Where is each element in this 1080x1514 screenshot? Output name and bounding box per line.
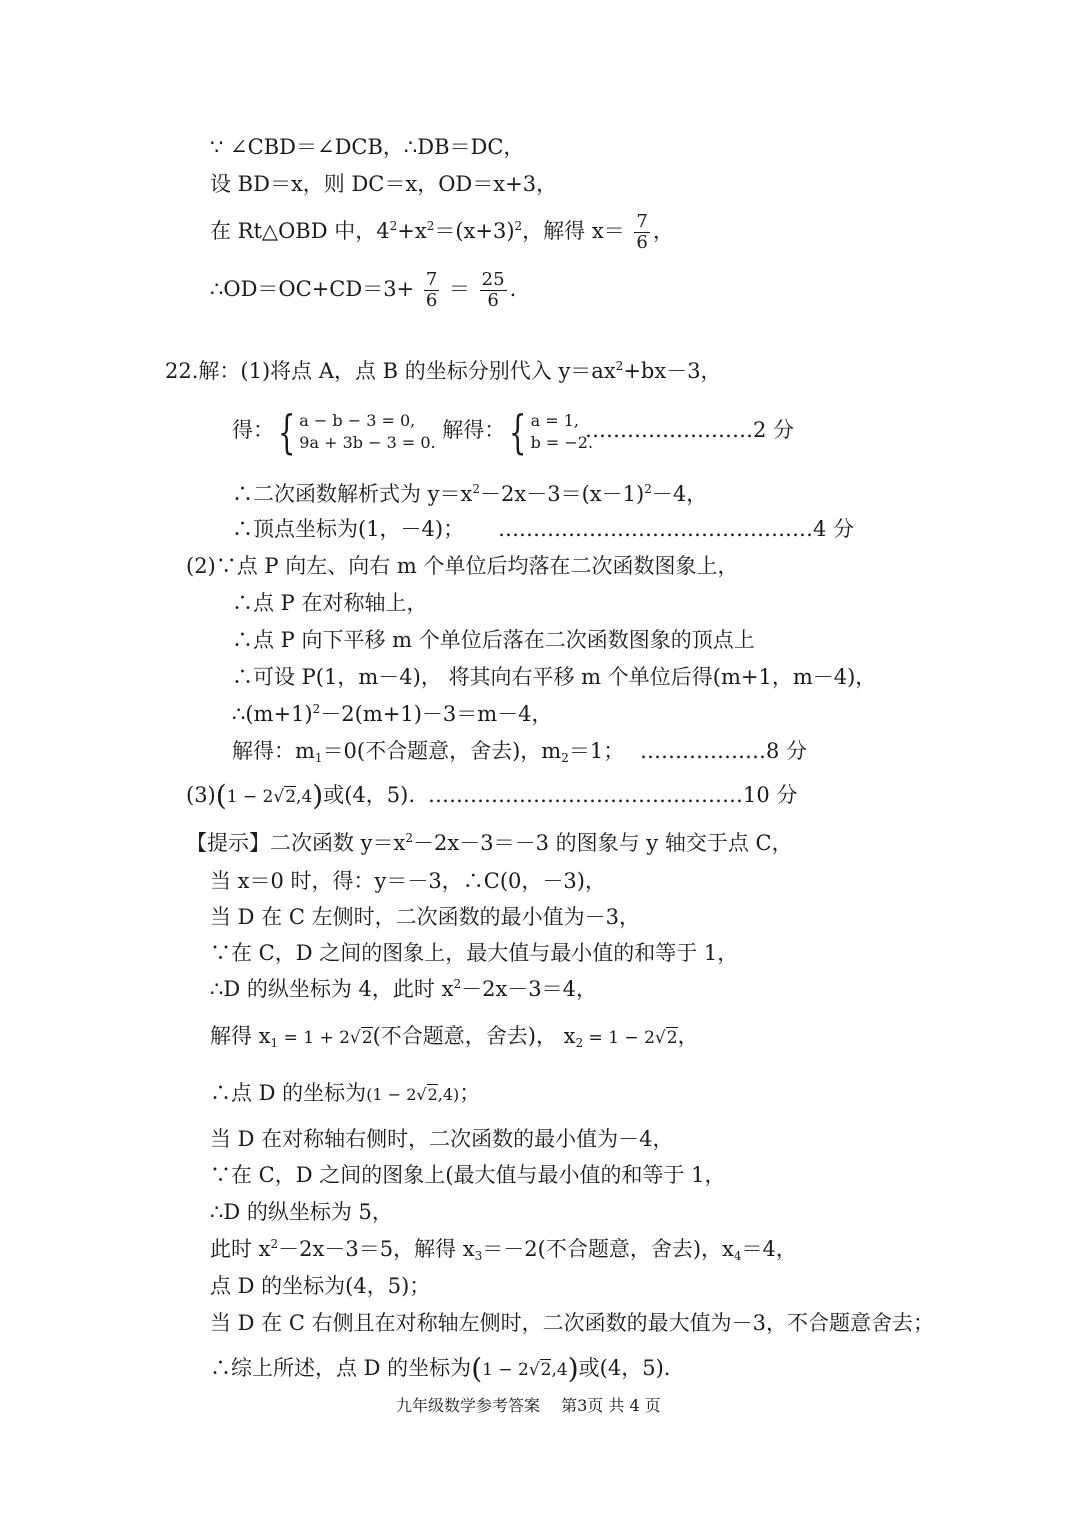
text-line: 当 D 在 C 左侧时，二次函数的最小值为－3， <box>210 905 640 929</box>
score-mark: ……………………2 分 <box>585 418 795 442</box>
text-line: 当 D 在对称轴右侧时，二次函数的最小值为－4， <box>210 1127 674 1151</box>
text-line: 当 D 在 C 右侧且在对称轴左侧时，二次函数的最大值为－3，不合题意舍去； <box>210 1311 934 1335</box>
text-line: 在 Rt△OBD 中，$4^2+x^2=(x+3)^2$，解得 x＝ $\frac{7}{6}$ ， <box>210 211 674 253</box>
text-line: 当 x＝0 时，得：y＝－3，∴C(0，－3)， <box>210 869 606 893</box>
fraction: $\frac{7}{6}$ <box>636 211 648 253</box>
text-line: ∴顶点坐标为(1，－4)； <box>232 517 465 541</box>
fraction: $\frac{25}{6}$ <box>481 269 505 311</box>
text-line: ∴D 的纵坐标为 5， <box>210 1200 393 1224</box>
equation-system-line: 得：{ a − b − 3 = 0, 9a + 3b − 3 = 0. 解得：{ a = 1, b = −2. <box>232 404 594 459</box>
text-line: 点 D 的坐标为(4，5)； <box>210 1274 431 1298</box>
text-line: ∴可设 P(1，m－4)， 将其向右平移 m 个单位后得(m+1，m－4)， <box>232 665 877 689</box>
text-line: ∵在 C，D 之间的图象上，最大值与最小值的和等于 1， <box>210 941 739 965</box>
fraction: $\frac{7}{6}$ <box>425 269 438 311</box>
equation-system: a = 1, b = −2. <box>530 410 594 452</box>
text-line: (3)(1 − 2√2,4)或(4，5). <box>186 779 416 812</box>
text-line: ∵ ∠CBD＝∠DCB，∴DB＝DC， <box>210 135 525 159</box>
equation-system: a − b − 3 = 0, 9a + 3b − 3 = 0. <box>299 410 436 452</box>
question-heading: 22.解：(1)将点 A，点 B 的坐标分别代入 $y=ax^2+bx-3$， <box>165 359 722 383</box>
text-line: ∴点 D 的坐标为(1 − 2√2,4)； <box>210 1081 481 1105</box>
text-line: 设 BD＝x，则 DC＝x，OD＝x+3， <box>210 172 558 196</box>
text-line: ∴点 P 在对称轴上， <box>232 591 428 615</box>
page-footer: 九年级数学参考答案 第3页 共 4 页 <box>396 1396 661 1415</box>
text-line: ∴D 的纵坐标为 4，此时 $x^2-2x-3=4$， <box>210 977 598 1001</box>
text-line: ∴二次函数解析式为 $y=x^2-2x-3=(x-1)^2-4$， <box>232 482 708 506</box>
hint-heading: 【提示】二次函数 $y=x^2-2x-3=-3$ 的图象与 y 轴交于点 C， <box>186 831 793 855</box>
text-line: ∴点 P 向下平移 m 个单位后落在二次函数图象的顶点上 <box>232 628 755 652</box>
text-line: ∴综上所述，点 D 的坐标为(1 − 2√2,4)或(4，5). <box>210 1352 671 1385</box>
text-line: (2)∵点 P 向左、向右 m 个单位后均落在二次函数图象上， <box>186 554 739 578</box>
text-line: ∵在 C，D 之间的图象上(最大值与最小值的和等于 1， <box>210 1163 726 1187</box>
score-mark: ………………………………………4 分 <box>498 517 855 541</box>
text-line: $\therefore(m+1)^2-2(m+1)-3=m-4$， <box>232 702 553 726</box>
text-line: 解得：$m_1=0$(不合题意，舍去)，$m_2=1$； <box>232 739 625 765</box>
text-line: 此时 $x^2-2x-3=5$，解得 $x_3=-2$(不合题意，舍去)，$x_4=4$， <box>210 1237 797 1263</box>
score-mark: ………………8 分 <box>640 739 808 763</box>
text-line: ∴OD＝OC+CD＝3+ $\frac{7}{6}$ ＝ $\frac{25}{6}$ . <box>210 269 517 311</box>
score-mark: ………………………………………10 分 <box>428 783 798 807</box>
text-line: 解得 $x_1 = 1 + 2√2$(不合题意，舍去)， $x_2 = 1 - 2√2$， <box>210 1024 699 1050</box>
